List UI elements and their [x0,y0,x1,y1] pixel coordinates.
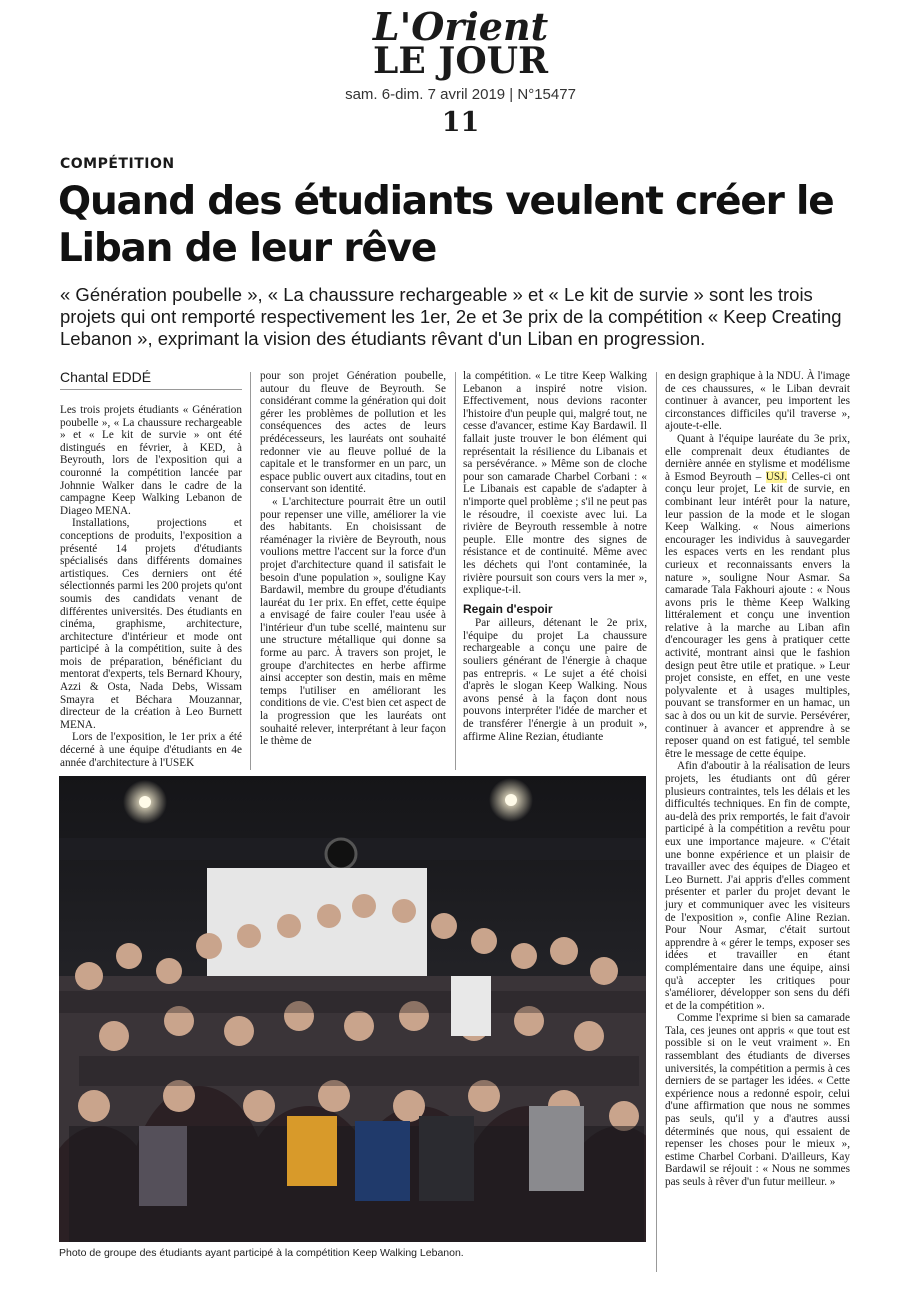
article-headline: Quand des étudiants veulent créer le Liban de leur rêve [58,179,834,271]
paragraph: Installations, projections et conceptions de produits, l'exposition a présenté 14 projets d'étudiants spécialisés dans différents domaines artistiques. Ces derniers ont été sélectionnés parmi les 200 projets qu'ont soumis des candidats venant de différentes universités. Des étudiants en cinéma, graphisme, architecture, architecture d'intérieur et mode ont participé à la compétition, suite à des mois de préparation, bénéficiant du mentorat d'experts, tels Bernard Khoury, Azzi & Osta, Nada Debs, Wissam Smayra et Béchara Mouzannar, directeur de la création à Leo Burnett MENA. [60,517,242,731]
byline-rule [60,389,242,390]
article-column-2 [260,370,446,748]
paragraph: « L'architecture pourrait être un outil pour repenser une ville, améliorer la vie des habitants. En choisissant de réaménager la rivière de Beyrouth, nous voulions mettre l'accent sur la force d'un projet d'architecture quand il satisfait le besoin d'une population », souligne Kay Bardawil, membre du groupe d'étudiants lauréat du 1er prix. En effet, cette équipe a envisagé de faire couler l'eau usée à l'intérieur d'un tube scellé, maintenu sur une structure métallique qui donne sa forme au parc. À travers son projet, le groupe d'architectes en herbe affirme ainsi accepter son destin, mais en même temps l'utiliser en améliorant les conditions de vie. C'est bien cet aspect de la progression que les lauréats ont souhaité relever, interprétant à leur façon le thème de [260,495,446,748]
masthead [0,4,921,138]
paragraph: Afin d'aboutir à la réalisation de leurs projets, les étudiants ont dû gérer plusieurs contraintes, tels les délais et les difficultés techniques. En fin de compte, au-delà des prix remportés, le fait d'avoir participé à la compétition a revêtu pour eux une importance majeure. « C'était une bonne expérience et un plaisir de travailler avec des équipes de Diageo et Leo Burnett. J'ai appris d'elles comment présenter et parler du projet devant le jury et communiquer avec les visiteurs de l'exposition », confie Aline Rezian. Pour Nour Asmar, c'était surtout apprendre à « gérer le temps, exposer ses idées et travailler en étant complémentaire dans une équipe, ainsi qu'à accepter les critiques pour s'améliorer, développer son sens du défi et de la compétition ». [665,760,850,1012]
article-column-4 [665,370,850,1189]
subheading: Regain d'espoir [463,601,553,616]
group-photo-illustration [59,776,646,1242]
paragraph: en design graphique à la NDU. À l'image de ces chaussures, « le Liban devrait continuer à avancer, peu importent les circonstances difficiles qu'il traverse », ajoute-t-elle. [665,370,850,433]
column-divider-3 [656,372,657,1272]
column-divider-1 [250,372,251,770]
text-run: Celles-ci ont conçu leur projet, Le kit de survie, en combinant leur intérêt pour la nature, leur passion de la mode et le slogan Keep Walking. « Nous aimerions encourager les individus à sauvegarder les espaces verts en les rendant plus curieux et reconnaissants envers la nature », souligne Nour Asmar. Sa camarade Tala Fakhouri ajoute : « Nous avons pris le thème Keep Walking littéralement et conçu une invention relative à la marche au Liban afin d'encourager les gens à pratiquer cette activité, montrant ainsi que le fashion design peut être utile et pratique. » Leur projet consiste, en effet, en une veste polyvalente et à usages multiples, pouvant se transformer en un hamac, un sac à dos ou un kit de survie. Persévérer, continuer à avancer et apprendre à se reposer quand on est fatigué, tel semble être le message de cette équipe. [665,470,850,760]
article-standfirst: « Génération poubelle », « La chaussure rechargeable » et « Le kit de survie » sont les trois projets qui ont remporté respectivement les 1er, 2e et 3e prix de la compétition « Keep Creating Lebanon », exprimant la vision des étudiants rêvant d'un Liban en progression. [60,284,842,349]
article-column-3 [463,370,647,743]
newspaper-logo-line1: L'Orient [372,4,549,49]
paragraph: Comme l'exprime si bien sa camarade Tala, ces jeunes ont appris « que tout est possible si on le veut vraiment ». En rassemblant des étudiants de diverses universités, la compétition a permis à ces derniers de se partager les idées. « Cette expérience nous a redonné espoir, celui d'une affirmation que nous ne sommes pas seuls, qu'il y a d'autres aussi déterminés que nous, qui essaient de repenser les choses pour le mieux », estime Charbel Corbani. D'ailleurs, Kay Bardawil se réjouit : « Nous ne sommes pas seuls à rêver d'un futur meilleur. » [665,1012,850,1188]
paragraph: pour son projet Génération poubelle, autour du fleuve de Beyrouth. Se considérant comme la génération qui doit gérer les problèmes de pollution et les conséquences des actes de leurs prédécesseurs, les lauréats ont souhaité redonner vie au fleuve pollué de la capitale et le transformer en un parc, un espace public ouvert aux citadins, tout en conservant son identité. [260,370,446,496]
paragraph [665,433,850,760]
column-divider-2 [455,372,456,770]
text-run: Quant à l'équipe lauréate du 3e prix, elle comprenait deux étudiantes de dernière année en stylisme et modélisme à Esmod Beyrouth – [665,432,850,483]
paragraph: Par ailleurs, détenant le 2e prix, l'équipe du projet La chaussure rechargeable a conçu une paire de souliers générant de l'énergie à chaque pas entrepris. « Le sujet a été choisi d'après le slogan Keep Walking. Nous avons pensé à la façon dont nous pouvons interpréter l'idée de marcher et de transférer l'énergie à un produit », affirme Aline Rezian, étudiante [463,617,647,743]
article-column-1 [60,404,242,769]
paragraph: Lors de l'exposition, le 1er prix a été décerné à une équipe d'étudiants en 4e année d'architecture à l'USEK [60,731,242,769]
group-photo [59,776,646,1242]
dateline: sam. 6-dim. 7 avril 2019 | N°15477 [345,86,576,103]
highlighted-text: USJ. [765,470,788,483]
paragraph: la compétition. « Le titre Keep Walking Lebanon a inspiré notre vision. Effectivement, nous devions raconter l'histoire d'un peuple qui, malgré tout, ne cesse d'avancer, estime Kay Bardawil. Il fallait juste trouver le bon élément qui représentait la résilience du Libanais et sa persévérance. » Même son de cloche pour son camarade Charbel Corbani : « Le Libanais est capable de s'adapter à n'importe quel problème ; s'il ne peut pas le résoudre, il coexiste avec lui. La rivière de Beyrouth ressemble à notre peuple. Elle montre des signes de résistance et de continuité. Même avec les déchets qui l'ont contaminée, la rivière poursuit son cours vers la mer », explique-t-il. [463,370,647,597]
newspaper-logo-line2: LE JOUR [373,40,548,82]
page-number: 11 [441,107,480,138]
paragraph: Les trois projets étudiants « Génération poubelle », « La chaussure rechargeable » et « Le kit de survie » ont été distingués en février, à KED, à Beyrouth, lors de l'exposition qui a couronné la compétition lancée par Johnnie Walker dans le cadre de la campagne Keep Walking Lebanon de Diageo MENA. [60,404,242,517]
section-kicker: COMPÉTITION [60,156,175,172]
photo-caption: Photo de groupe des étudiants ayant participé à la compétition Keep Walking Lebanon. [59,1247,464,1259]
byline: Chantal EDDÉ [60,369,152,385]
